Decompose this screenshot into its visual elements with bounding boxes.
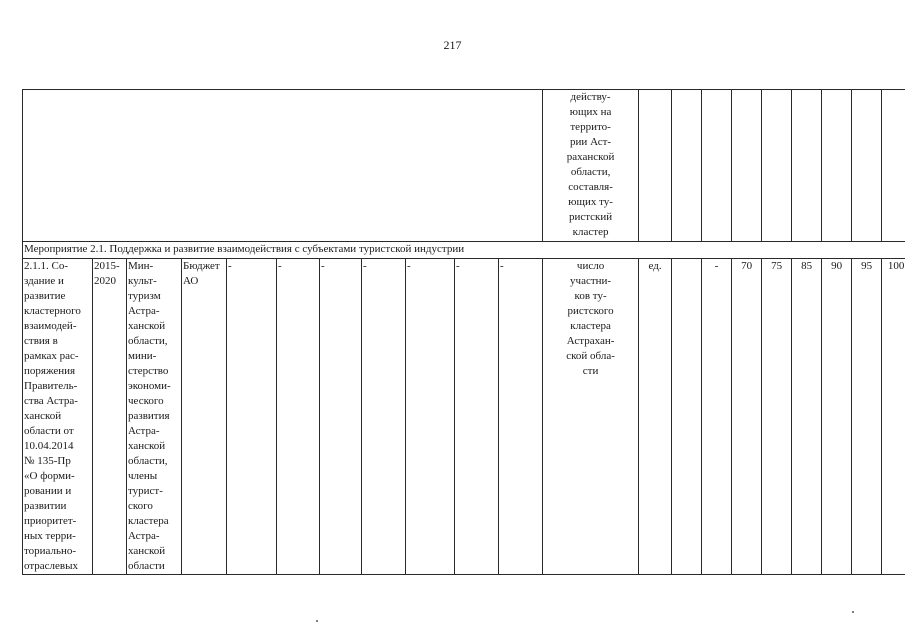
continued-row [23, 90, 905, 242]
continued-cell [822, 90, 852, 242]
finance-cell: - [455, 259, 499, 575]
continued-cell [762, 90, 792, 242]
continued-indicator-cell: действу- ющих на террито- рии Аст- раханской области, составля- ющих ту- ристский кластер [543, 90, 639, 242]
scan-speck [852, 611, 854, 613]
finance-cell: - [320, 259, 362, 575]
scan-speck [316, 620, 318, 622]
page-number: 217 [443, 38, 462, 52]
unit-cell: ед. [639, 259, 672, 575]
finance-cell: - [499, 259, 543, 575]
target-value-cell: 75 [762, 259, 792, 575]
funding-source-cell: Бюджет АО [182, 259, 227, 575]
target-value-cell: 90 [822, 259, 852, 575]
finance-cell: - [227, 259, 277, 575]
section-title: Мероприятие 2.1. Поддержка и развитие взаимодействия с субъектами туристской индустрии [23, 242, 905, 259]
target-value-cell: 95 [852, 259, 882, 575]
finance-cell: - [362, 259, 406, 575]
base-value-cell: - [702, 259, 732, 575]
continued-cell [852, 90, 882, 242]
finance-cell: - [406, 259, 455, 575]
base-value-cell [672, 259, 702, 575]
continued-cell [639, 90, 672, 242]
table-row [23, 259, 905, 575]
target-value-cell: 85 [792, 259, 822, 575]
program-table [22, 89, 905, 575]
continued-cell [792, 90, 822, 242]
continued-cell [672, 90, 702, 242]
continued-cell [702, 90, 732, 242]
target-value-cell: 70 [732, 259, 762, 575]
continued-empty-cell [23, 90, 543, 242]
measure-name-cell: 2.1.1. Со- здание и развитие кластерного взаимодей- ствия в рамках рас- поряжения Правитель- ства Астра- ханской области от 10.04.2014 № 135-Пр «О форми- ровании и развитии приоритет- ных терри- ториально- отраслевых [23, 259, 93, 575]
target-value-cell: 100 [882, 259, 905, 575]
executor-cell: Мин- культ- туризм Астра- ханской области, мини- стерство экономи- ческого развития Астра- ханской области, члены турист- ского кластера Астра- ханской области [127, 259, 182, 575]
finance-cell: - [277, 259, 320, 575]
period-cell: 2015- 2020 [93, 259, 127, 575]
section-row [23, 242, 905, 259]
continued-cell [732, 90, 762, 242]
continued-cell [882, 90, 905, 242]
indicator-cell: число участни- ков ту- ристского кластера Астрахан- ской обла- сти [543, 259, 639, 575]
